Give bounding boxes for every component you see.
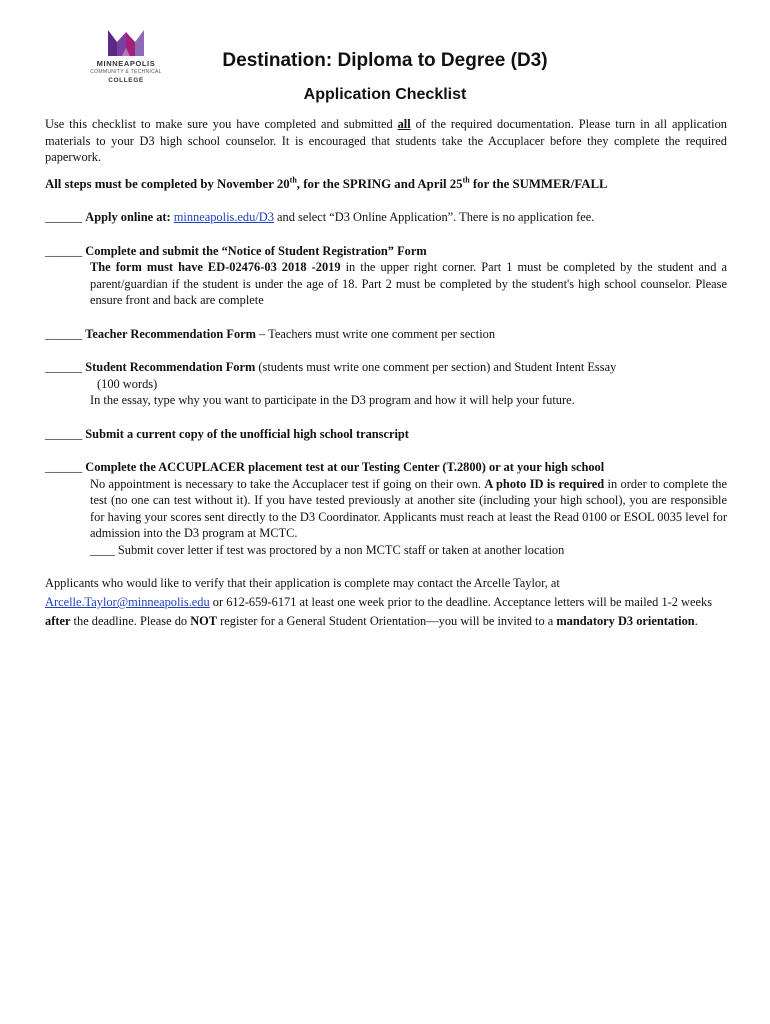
logo-line-1: MINNEAPOLIS [96,59,156,68]
apply-link[interactable]: minneapolis.edu/D3 [173,210,274,224]
deadline-statement: All steps must be completed by November 20th, for the SPRING and April 25th for the SUMMER/FALL [45,175,608,191]
contact-email-link[interactable]: Arcelle.Taylor@minneapolis.edu [45,595,210,609]
page-subtitle: Application Checklist [303,86,467,103]
check-blank: ______ [45,210,83,224]
check-blank: ______ [45,243,83,258]
check-blank: ______ [45,360,83,374]
checklist-item-student-recommendation: ______ Student Recommendation Form (students must write one comment per section) and Student Intent Essay (100 words) In the essay, type why you want to participate in the D3 program and how it will help your future. [45,359,727,409]
intro-paragraph: Use this checklist to make sure you have completed and submitted all of the required documentation. Please turn in all application materials to your D3 high school counselor. It is encouraged that students take the Accuplacer before they complete the required paperwork. [45,117,727,164]
checklist-item-accuplacer: ______ Complete the ACCUPLACER placement test at our Testing Center (T.2800) or at your high school No appointment is necessary to take the Accuplacer test if going on their own. A photo ID is required in order to complete the test (no one can test without it). If you have tested previously at another site (including your high school), you are responsible for having your scores sent directly to the D3 Coordinator. Applicants must reach at least the Read 0100 or ESOL 0035 level for admission into the D3 program at MCTC. ____ Submit cover letter if test was proctored by a non MCTC staff or taken at another location [45,460,728,557]
checklist-item-transcript: ______ Submit a current copy of the unofficial high school transcript [45,426,409,441]
check-blank: ______ [45,426,83,441]
notice-form-details: The form must have ED-02476-03 2018 -2019 in the upper right corner. Part 1 must be completed by the student and a parent/guardian if the student is under the age of 18. Part 2 must be completed by the student's high school counselor. Please ensure front and back are complete [90,260,727,307]
closing-paragraph: Applicants who would like to verify that their application is complete may contact the Arcelle Taylor, at Arcelle.Taylor@minneapolis.edu or 612-659-6171 at least one week prior to the deadline. Acceptance letters will be mailed 1-2 weeks after the deadline. Please do NOT register for a General Student Orientation—you will be invited to a mandatory D3 orientation. [45,576,713,628]
checklist-body [45,116,727,631]
logo-line-2: COMMUNITY & TECHNICAL [90,69,162,75]
logo-line-3: COLLEGE [108,77,144,84]
checklist-item-teacher-recommendation: ______ Teacher Recommendation Form – Teachers must write one comment per section [45,326,496,341]
check-blank: ______ [45,460,83,474]
check-blank: ______ [45,326,83,341]
checklist-item-apply: ______ Apply online at: minneapolis.edu/D3 and select “D3 Online Application”. There is no application fee. [45,210,595,224]
cover-letter-subitem: ____ Submit cover letter if test was proctored by a non MCTC staff or taken at another location [90,542,565,557]
check-blank: ____ [90,542,115,557]
page-title: Destination: Diploma to Degree (D3) [222,50,548,71]
intro-emphasis: all [397,117,411,131]
checklist-item-notice-form: ______ Complete and submit the “Notice of Student Registration” Form The form must have ED-02476-03 2018 -2019 in the upper right corner. Part 1 must be completed by the student and a parent/guardian if the student is under the age of 18. Part 2 must be completed by the student's high school counselor. Please ensure front and back are complete [45,243,727,307]
essay-instructions: In the essay, type why you want to participate in the D3 program and how it will help your future. [90,393,575,407]
accuplacer-details: No appointment is necessary to take the Accuplacer test if going on their own. A photo ID is required in order to complete the test (no one can test without it). If you have tested previously at another site (including your high school), you are responsible for having your scores sent directly to the D3 Coordinator. Applicants must reach at least the Read 0100 or ESOL 0035 level for admission into the D3 program at MCTC. [90,476,728,540]
essay-word-count: (100 words) [97,376,158,391]
